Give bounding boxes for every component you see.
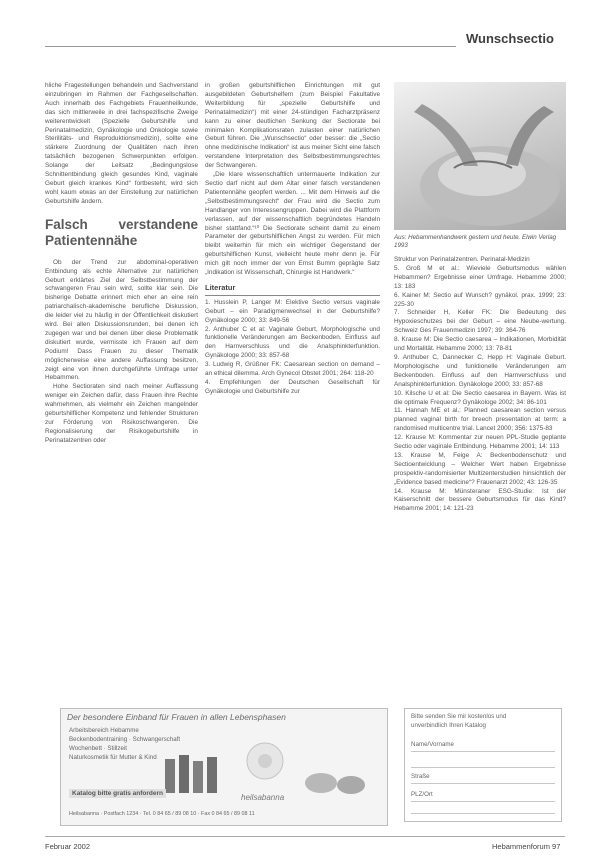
reference: 9. Anthuber C, Dannecker C, Hepp H: Vaginale Geburt. Morphologische und funktionelle Veränderungen am Beckenboden. Einfluss auf den Harnverschluss und Analsphinkterfunktion. Gynäkologe 2000; 33: 857-68 (394, 353, 566, 388)
reference: 10. Kilsche U et al: Die Sectio caesarea in Bayern. Was ist die optimale Frequenz? Gynäkologe 2002; 34: 86-101 (394, 389, 566, 406)
footer-page-number: Hebammenforum 97 (492, 842, 561, 851)
literature-rule (205, 295, 380, 296)
coupon-field-line (411, 813, 555, 814)
reference: 2. Anthuber C et al: Vaginale Geburt, Morphologische und funktionelle Veränderungen am Beckenboden. Einfluss auf den Harnverschluss und die Analsphinkterfunktion. Gynäkologe 2000; 33: 857-68 (205, 325, 380, 360)
ad-line: Beckenbodentraining · Schwangerschaft (69, 736, 181, 743)
paragraph: hliche Fragestellungen behandeln und Sachverstand einzubringen im Rahmen der Fachgesellschaften. Auch innerhalb des Fachgebiets Frauenheilkunde, das sich mittlerweile in drei fachspezifische Zweige weiterentwickelt (Spezielle Geburtshilfe und Perinatalmedizin, Gynäkologie und Onkologie sowie Sterilitäts- und Reproduktionsmedizin), sollte eine stärkere Zuordnung der Qualitäten nach ihren tatsächlich bezogenen Schwerpunkten erfolgen. Solange der Leitsatz „Bedingungslose Schnittentbindung gleich gesundes Kind, vaginale Geburt gleich krankes Kind“ fortbesteht, wird sich wohl kaum etwas an der Einstellung zur natürlichen Geburtshilfe ändern. (45, 82, 198, 205)
column-2 (205, 82, 380, 397)
coupon-field-line (411, 767, 555, 768)
reference: 3. Ludwig R, Grüßner FK: Caesarean section on demand – an ethical dilemma. Arch Gynecol Obstet 2001; 264: 118-20 (205, 361, 380, 378)
coupon-field-line (411, 801, 555, 802)
reference: 6. Kainer M: Sectio auf Wunsch? gynäkol. prax. 1999; 23: 225-30 (394, 291, 566, 308)
coupon-field-label: Name/Vorname (411, 741, 454, 748)
ad-contact: Heilsabanna · Postfach 1234 · Tel. 0 84 65 / 89 08 10 · Fax 0 84 65 / 89 08 11 (69, 811, 255, 817)
ad-line: Naturkosmetik für Mutter & Kind (69, 754, 157, 761)
reference: 14. Krause M: Münsteraner ESG-Studie: Ist der Kaiserschnitt der bessere Geburtsmodus für das Kind? Hebamme 2001; 14: 121-23 (394, 487, 566, 513)
column-1 (45, 82, 198, 446)
ad-line: Arbeitsbereich Hebamme (69, 727, 139, 734)
paragraph: Struktur von Perinatalzentren. Perinatal-Medizin (394, 256, 530, 263)
ad-title: Der besondere Einband für Frauen in allen Lebensphasen (67, 712, 286, 722)
hands-illustration (394, 82, 566, 230)
paragraph: Ob der Trend zur abdominal-operativen Entbindung als echte Alternative zur natürlichen Geburt erklärtes Ziel der Selbstbestimmung der schwangeren Frau sein wird, sollte klar sein. Die bisherige Debatte erinnert mich eher an eine rein patriarchalisch-akademische berufliche Diskussion, die leider viel zu häufig in der Öffentlichkeit diskutiert wird. Bei allen Diskussionsrunden, bei denen ich zugegen war und bei denen über diese Problematik diskutiert wurde, vermisste ich Frauen auf dem Podium! Dass Frauen zu dieser Thematik möglicherweise eine andere Auffassung besitzen, zeigt eine von ihnen durchgeführte Umfrage unter Hebammen. (45, 258, 198, 382)
advertisement (60, 708, 388, 826)
section-heading: Falsch verstandene Patientennähe (45, 216, 198, 248)
ad-catalog-label: Katalog bitte gratis anfordern (69, 789, 166, 798)
coupon-field-label: PLZ/Ort (411, 791, 433, 798)
product-images (161, 739, 381, 799)
column-3 (394, 256, 566, 514)
coupon-field-label: Straße (411, 773, 430, 780)
ad-line: Wochenbett · Stillzeit (69, 745, 128, 752)
reference: 13. Krause M, Feige A: Beckenbodenschutz und Sectioentwicklung – Welcher Wert haben Ergebnisse prospektiv-randomisierter Multizenterstudien hinsichtlich der „Evidence based medicine“? Frauenarzt 2002; 43: 126-35 (394, 451, 566, 486)
reference: 7. Schneider H, Keller FK: Die Bedeutung des Hypoxieschutzes bei der Geburt – eine Neube-wertung. Schweiz Ges Frauenmedizin 1997; 39: 364-76 (394, 309, 566, 335)
coupon-field-line (411, 751, 555, 752)
reference: 5. Groß M et al.: Wieviele Geburtsmodus wählen Hebammen? Ergebnisse einer Umfrage. Hebamme 2000; 13: 183 (394, 264, 566, 290)
order-coupon (404, 708, 562, 822)
section-label: Wunschsectio (456, 28, 582, 48)
footer-date: Februar 2002 (45, 842, 91, 851)
paragraph: Hohe Sectioraten sind nach meiner Auffassung weniger ein Zeichen dafür, dass Frauen ihre Rechte wahrnehmen, als vielmehr ein Zeichen mangelnder geburtshilflicher Kompetenz und fehlender Strukturen zur Förderung von Risikoschwangeren. Die Regionalisierung der Risikogeburtshilfe in Perinatalzentren oder (45, 383, 198, 444)
reference: 11. Hannah ME et al.: Planned caesarean section versus planned vaginal birth for breech presentation at term: a randomised multicentre trial. Lancet 2000; 356: 1375-83 (394, 407, 566, 433)
literature-heading: Literatur (205, 282, 236, 292)
ad-brand: heilsabanna (241, 793, 285, 802)
reference: 4. Empfehlungen der Deutschen Gesellschaft für Gynäkologie und Geburtshilfe zur (205, 379, 380, 395)
coupon-line: Bitte senden Sie mir kostenlos und (411, 713, 507, 720)
photo-caption: Aus: Hebammenhandwerk gestern und heute. Elwin Verlag 1993 (394, 234, 557, 249)
paragraph: „Die klare wissenschaftlich untermauerte Indikation zur Sectio darf nicht auf dem Altar einer falsch verstandenen Patientennähe geopfert werden. ... Mit dem Hinweis auf die „Selbstbestimmungsrecht“ der Frau wird die Sectio zum Handlanger von Interessengruppen. Dabei wird die Plattform verlassen, auf der wissenschaftlich begründetes Handeln bisher stattfand.“¹⁰ Die Sectiorate scheint damit zu einem Parameter der geburtshilflichen Angst zu werden. Für mich bleibt weiterhin für mich ein wichtiger Gegenstand der geburtshilflichen Kunst, vielleicht heute mehr denn je. Für mich gilt noch immer der von Ernst Bumm geprägte Satz „Indikation ist Wissenschaft, Chirurgie ist Handwerk.“ (205, 171, 380, 277)
coupon-line: unverbindlich Ihren Katalog (411, 722, 486, 729)
reference: 8. Krause M: Die Sectio caesarea – Indikationen, Morbidität und Mortalität. Hebamme 2000; 13: 78-81 (394, 336, 566, 353)
illustration-photo (394, 82, 566, 230)
reference: 12. Krause M: Kommentar zur neuen PPL-Studie geplante Sectio oder vaginale Entbindung. Hebamme 2001; 14: 113 (394, 434, 566, 451)
coupon-field-line (411, 783, 555, 784)
paragraph: in großen geburtshilflichen Einrichtungen mit gut ausgebildeten Geburtshelfern (zum Beispiel Fakultative Weiterbildung für „spezielle Geburtshilfe und Perinatalmedizin“) mit einer 24-stündigen Facharztpräsenz kann zu einer deutlichen Senkung der Sectiorate bei minimalen Komplikationsraten zulasten einer natürlichen Geburt führen. Die „Wunschsectio“ oder besser: die „Sectio ohne medizinische Indikation“ ist aus meiner Sicht eine falsch verstandene Interpretation des Selbstbestimmungsrechtes der Schwangeren. (205, 82, 380, 170)
reference: 1. Husslein P, Langer M: Elektive Sectio versus vaginale Geburt – ein Paradigmenwechsel in der Geburtshilfe? Gynäkologe 2000; 33: 849-56 (205, 298, 380, 324)
footer-rule (45, 836, 565, 837)
